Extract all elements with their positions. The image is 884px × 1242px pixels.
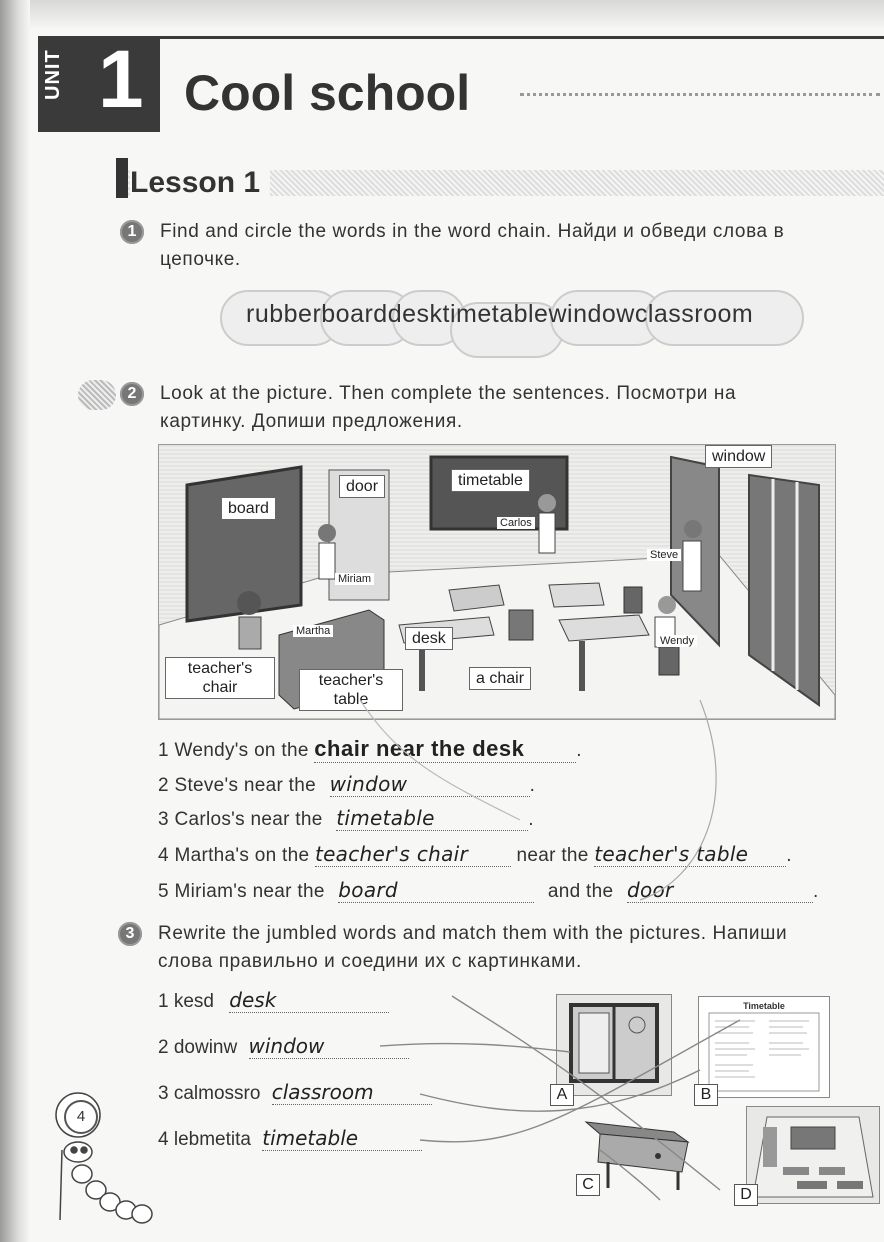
unit-title: Cool school bbox=[184, 65, 471, 121]
answer-field[interactable]: window bbox=[249, 1034, 409, 1059]
exercise-3-instruction: Rewrite the jumbled words and match them with the pictures. Напиши слова правильно и соедини их с картинками. bbox=[158, 923, 788, 972]
sentence-text: Carlos's near the bbox=[174, 809, 323, 830]
answer-field[interactable]: classroom bbox=[272, 1080, 432, 1105]
unit-word: UNIT bbox=[42, 49, 64, 100]
jumbled-word: calmossro bbox=[173, 1083, 261, 1104]
page-number: 4 bbox=[64, 1100, 98, 1134]
sentence-number: 4 bbox=[158, 845, 169, 866]
answer-field[interactable]: teacher's chair bbox=[315, 842, 511, 867]
label-a-chair: a chair bbox=[469, 667, 531, 690]
sentence-number: 1 bbox=[158, 740, 169, 761]
picture-letter-a: A bbox=[550, 1084, 574, 1106]
sentence-text: near the bbox=[516, 845, 589, 866]
item-number: 2 bbox=[158, 1037, 169, 1058]
sentence-number: 5 bbox=[158, 881, 169, 902]
exercise-3-number: 3 bbox=[118, 922, 142, 946]
sentence-end: . bbox=[528, 809, 534, 830]
label-board: board bbox=[221, 497, 276, 520]
picture-letter-c: C bbox=[576, 1174, 600, 1196]
label-teachers-table: teacher's table bbox=[299, 669, 403, 711]
answer-field[interactable]: desk bbox=[229, 988, 389, 1013]
jumbled-word: dowinw bbox=[173, 1037, 238, 1058]
word-chain-text: rubberboarddesktimetablewindowclassroom bbox=[246, 300, 754, 328]
answer-field[interactable]: board bbox=[338, 878, 534, 903]
unit-number: 1 bbox=[98, 34, 144, 125]
label-door: door bbox=[339, 475, 385, 498]
label-desk: desk bbox=[405, 627, 453, 650]
picture-letter-b: B bbox=[694, 1084, 718, 1106]
caterpillar-illustration bbox=[40, 1090, 160, 1240]
exercise-1-number: 1 bbox=[120, 220, 144, 244]
sentence-text: Steve's near the bbox=[174, 775, 316, 796]
sentence-number: 3 bbox=[158, 809, 169, 830]
answer-field[interactable]: window bbox=[330, 772, 530, 797]
picture-letter-d: D bbox=[734, 1184, 758, 1206]
name-martha: Martha bbox=[293, 625, 333, 637]
answer-field[interactable]: chair near the desk bbox=[314, 736, 576, 763]
sentence-text: Miriam's near the bbox=[174, 881, 325, 902]
name-miriam: Miriam bbox=[335, 573, 374, 585]
exercise-2-number: 2 bbox=[120, 382, 144, 406]
label-window: window bbox=[705, 445, 772, 468]
jumbled-word: kesd bbox=[173, 991, 214, 1012]
answer-field[interactable]: door bbox=[627, 878, 813, 903]
name-wendy: Wendy bbox=[657, 635, 697, 647]
item-number: 4 bbox=[158, 1129, 169, 1150]
sentence-end: . bbox=[576, 740, 582, 761]
label-teachers-chair: teacher's chair bbox=[165, 657, 275, 699]
sentence-text: and the bbox=[547, 881, 614, 902]
timetable-heading: Timetable bbox=[743, 1001, 785, 1011]
sentence-end: . bbox=[812, 881, 819, 902]
sentence-text: Martha's on the bbox=[174, 845, 310, 866]
answer-field[interactable]: timetable bbox=[262, 1126, 422, 1151]
jumbled-word: lebmetita bbox=[173, 1129, 251, 1150]
answer-field[interactable]: timetable bbox=[336, 806, 528, 831]
sentence-text: Wendy's on the bbox=[174, 740, 309, 761]
name-steve: Steve bbox=[647, 549, 681, 561]
answer-field[interactable]: teacher's table bbox=[594, 842, 786, 867]
exercise-2-instruction: Look at the picture. Then complete the sentences. Посмотри на картинку. Допиши предложения. bbox=[160, 383, 737, 432]
sentence-number: 2 bbox=[158, 775, 169, 796]
item-number: 3 bbox=[158, 1083, 169, 1104]
lesson-title: Lesson 1 bbox=[130, 166, 270, 200]
label-timetable: timetable bbox=[451, 469, 530, 492]
sentence-end: . bbox=[786, 845, 792, 866]
name-carlos: Carlos bbox=[497, 517, 535, 529]
exercise-1-instruction: Find and circle the words in the word chain. Найди и обведи слова в цепочке. bbox=[160, 221, 785, 270]
sentence-end: . bbox=[529, 775, 536, 796]
item-number: 1 bbox=[158, 991, 169, 1012]
